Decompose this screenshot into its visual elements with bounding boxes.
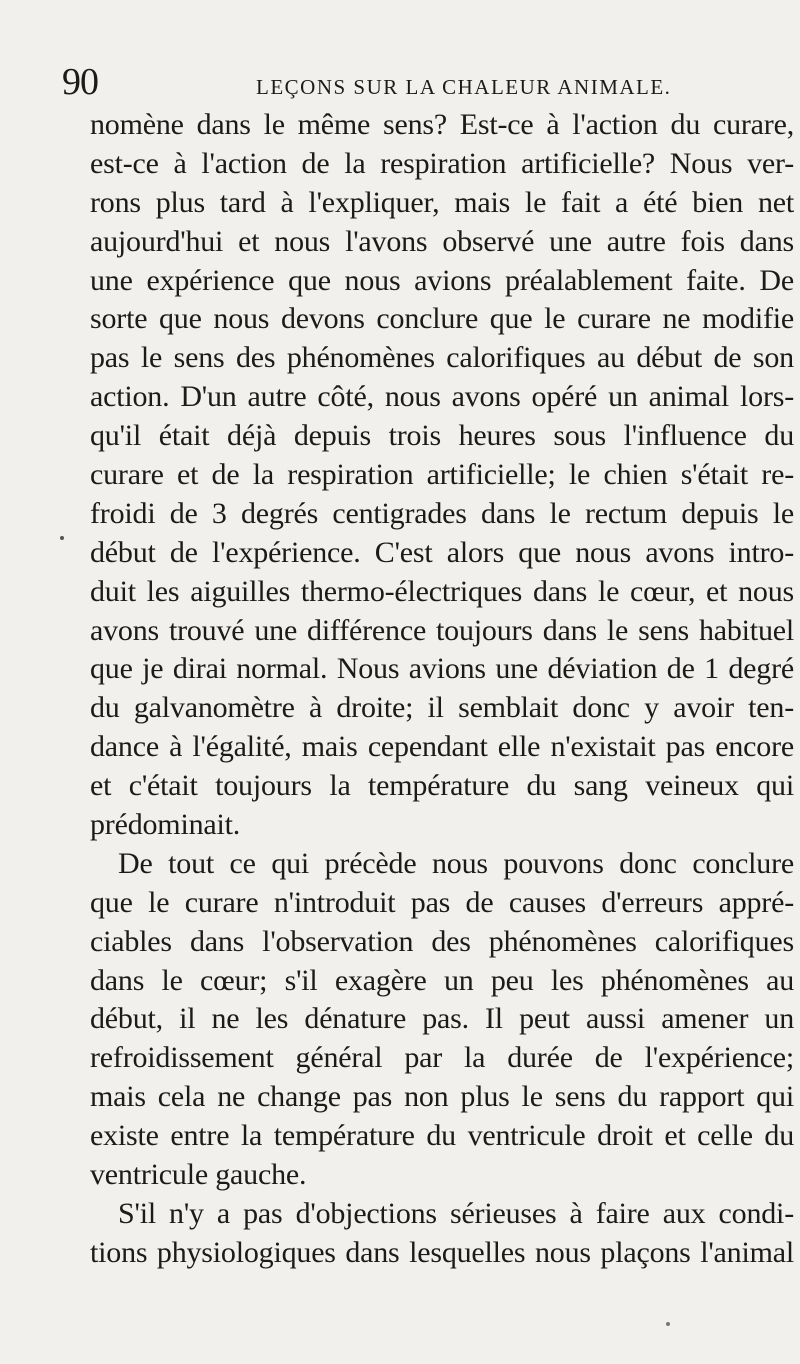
text-line: duit les aiguilles thermo-électriques dans le cœur, et nous: [90, 574, 794, 608]
text-line: aujourd'hui et nous l'avons observé une autre fois dans: [90, 224, 794, 258]
text-line: dans le cœur; s'il exagère un peu les phénomènes au: [90, 963, 794, 997]
text-line: nomène dans le même sens? Est-ce à l'action du curare,: [90, 108, 794, 141]
text-line: ventricule gauche.: [90, 1158, 307, 1192]
text-line: et c'était toujours la température du sang veineux qui: [90, 769, 794, 803]
text-line: est-ce à l'action de la respiration artificielle? Nous ver-: [90, 146, 794, 180]
text-line: sorte que nous devons conclure que le curare ne modifie: [90, 302, 794, 336]
text-line: mais cela ne change pas non plus le sens du rapport qui: [90, 1080, 794, 1114]
text-line: que je dirai normal. Nous avions une déviation de 1 degré: [90, 652, 794, 686]
text-line: ciables dans l'observation des phénomènes calorifiques: [90, 924, 794, 958]
paragraph-start-line: De tout ce qui précède nous pouvons donc conclure: [118, 846, 794, 880]
text-line: une expérience que nous avions préalablement faite. De: [90, 263, 794, 297]
print-speck: [60, 536, 64, 540]
text-line: curare et de la respiration artificielle; le chien s'était re-: [90, 458, 794, 492]
text-line: avons trouvé une différence toujours dans le sens habituel: [90, 613, 794, 647]
text-line: que le curare n'introduit pas de causes d'erreurs appré-: [90, 885, 794, 919]
text-line: froidi de 3 degrés centigrades dans le rectum depuis le: [90, 496, 794, 530]
text-line: qu'il était déjà depuis trois heures sous l'influence du: [90, 419, 794, 453]
print-speck: [666, 1322, 670, 1326]
text-line: existe entre la température du ventricule droit et celle du: [90, 1119, 794, 1153]
text-line: dance à l'égalité, mais cependant elle n'existait pas encore: [90, 730, 794, 764]
text-line: tions physiologiques dans lesquelles nous plaçons l'animal: [90, 1235, 794, 1269]
text-line: début, il ne les dénature pas. Il peut aussi amener un: [90, 1002, 794, 1036]
running-head: [62, 62, 762, 106]
body-text: [90, 106, 794, 1273]
text-line: pas le sens des phénomènes calorifiques au début de son: [90, 341, 794, 375]
running-title: LEÇONS SUR LA CHALEUR ANIMALE.: [256, 75, 672, 99]
text-line: rons plus tard à l'expliquer, mais le fait a été bien net: [90, 185, 794, 219]
text-line: refroidissement général par la durée de l'expérience;: [90, 1041, 794, 1075]
text-line: action. D'un autre côté, nous avons opéré un animal lors-: [90, 380, 794, 414]
text-line: début de l'expérience. C'est alors que nous avons intro-: [90, 535, 794, 569]
text-line: du galvanomètre à droite; il semblait donc y avoir ten-: [90, 691, 794, 725]
paragraph-start-line: S'il n'y a pas d'objections sérieuses à faire aux condi-: [118, 1196, 794, 1230]
text-line: prédominait.: [90, 808, 241, 842]
page-number: 90: [62, 61, 98, 103]
